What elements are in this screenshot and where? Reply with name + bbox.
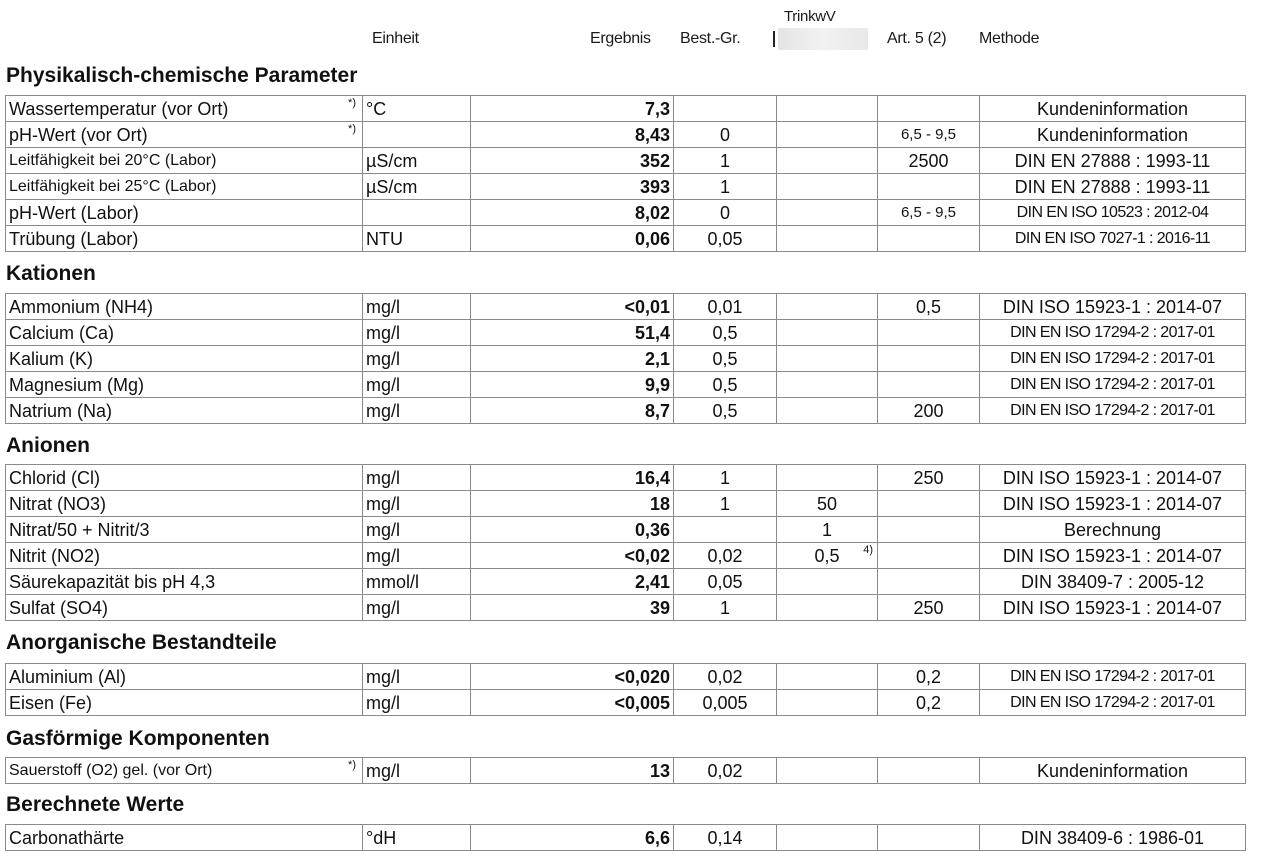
table-row	[6, 664, 1246, 690]
result-cell: <0,02	[471, 543, 674, 569]
parameter-name: Trübung (Labor)	[9, 229, 139, 249]
parameter-cell	[6, 294, 363, 320]
result-cell: 8,7	[471, 398, 674, 424]
parameter-name: Leitfähigkeit bei 20°C (Labor)	[9, 152, 217, 169]
method-cell: DIN EN ISO 17294-2 : 2017-01	[980, 346, 1246, 372]
art5-limit-cell: 6,5 - 9,5	[878, 200, 980, 226]
art5-limit-cell: 200	[878, 398, 980, 424]
art5-limit-cell	[878, 569, 980, 595]
result-cell: 16,4	[471, 465, 674, 491]
parameter-cell	[6, 595, 363, 621]
parameter-cell	[6, 174, 363, 200]
art5-limit-cell	[878, 174, 980, 200]
art5-limit-cell	[878, 320, 980, 346]
unit-cell: NTU	[363, 226, 471, 252]
method-cell: DIN ISO 15923-1 : 2014-07	[980, 294, 1246, 320]
trinkwv-limit-cell	[777, 122, 878, 148]
unit-cell: mg/l	[363, 372, 471, 398]
unit-cell: µS/cm	[363, 148, 471, 174]
method-cell: DIN ISO 15923-1 : 2014-07	[980, 595, 1246, 621]
method-cell: Berechnung	[980, 517, 1246, 543]
trinkwv-limit-cell	[777, 346, 878, 372]
parameter-cell	[6, 226, 363, 252]
table-row	[6, 517, 1246, 543]
art5-limit-cell	[878, 825, 980, 851]
parameter-name: Kalium (K)	[9, 349, 94, 369]
detection-limit-cell: 0,14	[674, 825, 777, 851]
art5-limit-cell	[878, 346, 980, 372]
detection-limit-cell: 1	[674, 148, 777, 174]
parameter-cell	[6, 491, 363, 517]
art5-limit-cell: 250	[878, 595, 980, 621]
art5-limit-cell	[878, 372, 980, 398]
trinkwv-limit-cell	[777, 148, 878, 174]
table-row	[6, 569, 1246, 595]
result-cell: 9,9	[471, 372, 674, 398]
parameter-name: Leitfähigkeit bei 25°C (Labor)	[9, 178, 217, 195]
parameter-cell	[6, 346, 363, 372]
result-cell: 352	[471, 148, 674, 174]
table-row	[6, 758, 1246, 784]
detection-limit-cell: 0	[674, 122, 777, 148]
method-cell: DIN EN ISO 17294-2 : 2017-01	[980, 372, 1246, 398]
table-row	[6, 320, 1246, 346]
header-redacted-mark	[773, 31, 775, 47]
method-cell: DIN EN ISO 10523 : 2012-04	[980, 200, 1246, 226]
detection-limit-cell: 0,05	[674, 226, 777, 252]
trinkwv-limit-cell	[777, 491, 878, 517]
parameter-name: Sulfat (SO4)	[9, 598, 109, 618]
method-cell: DIN 38409-7 : 2005-12	[980, 569, 1246, 595]
result-cell: <0,01	[471, 294, 674, 320]
table-row	[6, 294, 1246, 320]
header-trinkwv: TrinkwV	[784, 8, 836, 25]
unit-cell: mg/l	[363, 664, 471, 690]
unit-cell: mg/l	[363, 294, 471, 320]
trinkwv-limit-cell	[777, 825, 878, 851]
art5-limit-cell: 2500	[878, 148, 980, 174]
table-row	[6, 226, 1246, 252]
result-cell: 8,43	[471, 122, 674, 148]
method-cell: DIN EN ISO 17294-2 : 2017-01	[980, 664, 1246, 690]
result-cell: 2,41	[471, 569, 674, 595]
table-row	[6, 148, 1246, 174]
art5-limit-cell	[878, 226, 980, 252]
art5-limit-cell: 250	[878, 465, 980, 491]
detection-limit-cell: 1	[674, 491, 777, 517]
result-cell: 51,4	[471, 320, 674, 346]
table-row	[6, 96, 1246, 122]
result-cell: 393	[471, 174, 674, 200]
trinkwv-limit-cell	[777, 200, 878, 226]
detection-limit-cell: 1	[674, 465, 777, 491]
trinkwv-limit-cell	[777, 465, 878, 491]
section-table-anorganisch	[5, 663, 1246, 716]
unit-cell: mg/l	[363, 320, 471, 346]
trinkwv-limit-cell	[777, 517, 878, 543]
unit-cell: mg/l	[363, 491, 471, 517]
result-cell: <0,020	[471, 664, 674, 690]
detection-limit-cell: 0,5	[674, 372, 777, 398]
header-einheit: Einheit	[372, 30, 419, 47]
result-cell: 13	[471, 758, 674, 784]
art5-limit-cell: 0,2	[878, 690, 980, 716]
table-row	[6, 825, 1246, 851]
trinkwv-limit-cell	[777, 226, 878, 252]
parameter-cell	[6, 543, 363, 569]
detection-limit-cell: 0	[674, 200, 777, 226]
unit-cell: mg/l	[363, 543, 471, 569]
parameter-name: Nitrit (NO2)	[9, 546, 100, 566]
trinkwv-limit-cell	[777, 320, 878, 346]
parameter-cell	[6, 517, 363, 543]
unit-cell	[363, 122, 471, 148]
art5-limit-cell: 6,5 - 9,5	[878, 122, 980, 148]
unit-cell: °dH	[363, 825, 471, 851]
detection-limit-cell: 1	[674, 595, 777, 621]
parameter-cell	[6, 398, 363, 424]
parameter-name: Magnesium (Mg)	[9, 375, 145, 395]
result-cell: 6,6	[471, 825, 674, 851]
detection-limit-cell: 0,005	[674, 690, 777, 716]
art5-limit-cell	[878, 96, 980, 122]
art5-limit-cell: 0,5	[878, 294, 980, 320]
table-row	[6, 174, 1246, 200]
header-art: Art. 5 (2)	[887, 30, 947, 47]
detection-limit-cell: 1	[674, 174, 777, 200]
footnote-marker: 4)	[863, 544, 873, 556]
result-cell: 0,36	[471, 517, 674, 543]
parameter-name: Natrium (Na)	[9, 401, 113, 421]
detection-limit-cell: 0,01	[674, 294, 777, 320]
detection-limit-cell: 0,02	[674, 543, 777, 569]
parameter-cell	[6, 148, 363, 174]
trinkwv-limit-cell	[777, 758, 878, 784]
method-cell: Kundeninformation	[980, 758, 1246, 784]
table-row	[6, 398, 1246, 424]
parameter-name: Säurekapazität bis pH 4,3	[9, 572, 216, 592]
method-cell: Kundeninformation	[980, 122, 1246, 148]
method-cell: DIN EN ISO 7027-1 : 2016-11	[980, 226, 1246, 252]
result-cell: 18	[471, 491, 674, 517]
unit-cell: mg/l	[363, 346, 471, 372]
method-cell: DIN 38409-6 : 1986-01	[980, 825, 1246, 851]
section-table-physikalisch	[5, 95, 1246, 252]
method-cell: DIN EN 27888 : 1993-11	[980, 174, 1246, 200]
parameter-name: pH-Wert (vor Ort)	[9, 125, 148, 145]
parameter-name: Carbonathärte	[9, 828, 125, 848]
trinkwv-limit-cell	[777, 543, 878, 569]
parameter-name: Ammonium (NH4)	[9, 297, 154, 317]
parameter-name: Sauerstoff (O2) gel. (vor Ort)	[9, 762, 213, 779]
method-cell: DIN EN 27888 : 1993-11	[980, 148, 1246, 174]
parameter-cell	[6, 200, 363, 226]
detection-limit-cell	[674, 96, 777, 122]
parameter-name: Wassertemperatur (vor Ort)	[9, 99, 229, 119]
section-table-anionen	[5, 464, 1246, 621]
trinkwv-limit-value: 1	[821, 520, 832, 540]
result-cell: 0,06	[471, 226, 674, 252]
table-row	[6, 122, 1246, 148]
unit-cell: mmol/l	[363, 569, 471, 595]
art5-limit-cell: 0,2	[878, 664, 980, 690]
table-row	[6, 595, 1246, 621]
trinkwv-limit-cell	[777, 690, 878, 716]
art5-limit-cell	[878, 543, 980, 569]
footnote-marker: *)	[348, 759, 356, 771]
parameter-name: Chlorid (Cl)	[9, 468, 101, 488]
parameter-cell	[6, 664, 363, 690]
method-cell: DIN EN ISO 17294-2 : 2017-01	[980, 320, 1246, 346]
parameter-name: Calcium (Ca)	[9, 323, 115, 343]
section-table-berechnet	[5, 824, 1246, 851]
result-cell: <0,005	[471, 690, 674, 716]
section-title: Berechnete Werte	[6, 793, 185, 816]
section-title: Anorganische Bestandteile	[6, 631, 277, 654]
parameter-cell	[6, 96, 363, 122]
detection-limit-cell: 0,5	[674, 346, 777, 372]
parameter-cell	[6, 569, 363, 595]
unit-cell: mg/l	[363, 465, 471, 491]
unit-cell: mg/l	[363, 595, 471, 621]
table-row	[6, 346, 1246, 372]
trinkwv-limit-cell	[777, 398, 878, 424]
trinkwv-limit-cell	[777, 595, 878, 621]
section-table-kationen	[5, 293, 1246, 424]
method-cell: DIN EN ISO 17294-2 : 2017-01	[980, 690, 1246, 716]
table-row	[6, 200, 1246, 226]
result-cell: 7,3	[471, 96, 674, 122]
trinkwv-limit-value: 0,5	[814, 546, 840, 566]
trinkwv-limit-cell	[777, 174, 878, 200]
trinkwv-limit-cell	[777, 664, 878, 690]
art5-limit-cell	[878, 491, 980, 517]
parameter-name: Eisen (Fe)	[9, 693, 93, 713]
result-cell: 8,02	[471, 200, 674, 226]
unit-cell: mg/l	[363, 758, 471, 784]
parameter-name: pH-Wert (Labor)	[9, 203, 139, 223]
table-row	[6, 690, 1246, 716]
detection-limit-cell: 0,02	[674, 664, 777, 690]
trinkwv-limit-value: 50	[816, 494, 838, 514]
parameter-cell	[6, 825, 363, 851]
parameter-cell	[6, 758, 363, 784]
trinkwv-limit-cell	[777, 372, 878, 398]
parameter-cell	[6, 372, 363, 398]
section-title: Physikalisch-chemische Parameter	[6, 64, 358, 87]
unit-cell: mg/l	[363, 690, 471, 716]
footnote-marker: *)	[348, 123, 356, 135]
method-cell: DIN EN ISO 17294-2 : 2017-01	[980, 398, 1246, 424]
result-cell: 2,1	[471, 346, 674, 372]
table-row	[6, 372, 1246, 398]
parameter-name: Aluminium (Al)	[9, 667, 127, 687]
section-title: Gasförmige Komponenten	[6, 727, 270, 750]
detection-limit-cell: 0,5	[674, 398, 777, 424]
parameter-name: Nitrat/50 + Nitrit/3	[9, 520, 150, 540]
detection-limit-cell: 0,05	[674, 569, 777, 595]
unit-cell: mg/l	[363, 398, 471, 424]
section-title: Anionen	[6, 434, 90, 457]
result-cell: 39	[471, 595, 674, 621]
parameter-cell	[6, 465, 363, 491]
method-cell: DIN ISO 15923-1 : 2014-07	[980, 543, 1246, 569]
detection-limit-cell	[674, 517, 777, 543]
unit-cell: °C	[363, 96, 471, 122]
footnote-marker: *)	[348, 97, 356, 109]
section-title: Kationen	[6, 262, 96, 285]
art5-limit-cell	[878, 758, 980, 784]
detection-limit-cell: 0,5	[674, 320, 777, 346]
parameter-cell	[6, 690, 363, 716]
parameter-cell	[6, 320, 363, 346]
unit-cell: µS/cm	[363, 174, 471, 200]
unit-cell: mg/l	[363, 517, 471, 543]
unit-cell	[363, 200, 471, 226]
header-methode: Methode	[979, 30, 1040, 47]
table-row	[6, 543, 1246, 569]
method-cell: Kundeninformation	[980, 96, 1246, 122]
table-row	[6, 491, 1246, 517]
trinkwv-limit-cell	[777, 569, 878, 595]
parameter-cell	[6, 122, 363, 148]
header-best-gr: Best.-Gr.	[680, 30, 741, 47]
header-ergebnis: Ergebnis	[590, 30, 651, 47]
art5-limit-cell	[878, 517, 980, 543]
method-cell: DIN ISO 15923-1 : 2014-07	[980, 491, 1246, 517]
header-redacted-area	[778, 28, 868, 50]
trinkwv-limit-cell	[777, 294, 878, 320]
method-cell: DIN ISO 15923-1 : 2014-07	[980, 465, 1246, 491]
parameter-name: Nitrat (NO3)	[9, 494, 107, 514]
table-row	[6, 465, 1246, 491]
detection-limit-cell: 0,02	[674, 758, 777, 784]
trinkwv-limit-cell	[777, 96, 878, 122]
section-table-gasfoermig	[5, 757, 1246, 784]
